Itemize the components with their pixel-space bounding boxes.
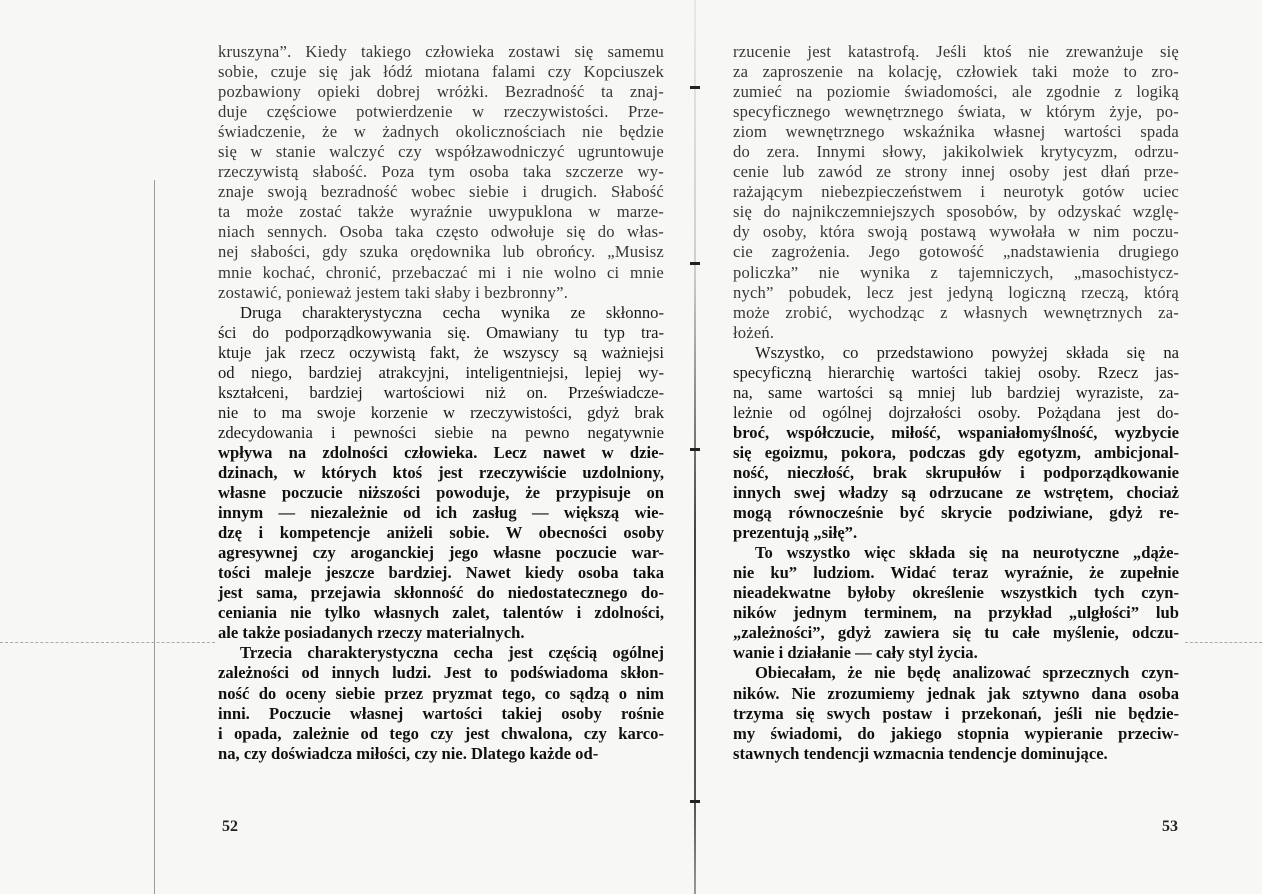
text-line: pozbawiony opieki dobrej wróżki. Bezradność ta znaj-: [218, 82, 664, 102]
text-line: To wszystko więc składa się na neurotyczne „dąże-: [755, 543, 1179, 563]
paragraph-right-2-continued: [733, 423, 1179, 543]
text-line: rzucenie jest katastrofą. Jeśli ktoś nie zrewanżuje się: [733, 42, 1179, 61]
text-line: tości maleje jeszcze bardziej. Nawet kiedy osoba taka: [218, 563, 664, 583]
text-line: sobie, czuje się jak łódź miotana falami czy Kopciuszek: [218, 62, 664, 82]
text-line: leżnie od ogólnej dojrzałości osoby. Pożądana jest do-: [733, 402, 1179, 422]
paragraph-left-3: [218, 643, 664, 763]
text-line: łożeń.: [733, 322, 775, 342]
text-line: broć, współczucie, miłość, wspaniałomyślność, wyzbycie: [733, 422, 1179, 442]
text-line: prezentują „siłę”.: [733, 523, 858, 543]
text-line: zależności od innych ludzi. Jest to podświadoma skłon-: [218, 663, 664, 683]
text-line: specyficznego wewnętrznego świata, w którym żyje, po-: [733, 102, 1179, 122]
text-line: na, same wartości są mniej lub bardziej wyraziste, za-: [733, 382, 1179, 402]
text-line: ników. Nie zrozumiemy jednak jak sztywno dana osoba: [733, 683, 1179, 703]
text-line: ziom wewnętrznego wskaźnika własnej wartości spada: [733, 122, 1179, 142]
text-line: nych” pobudek, lecz jest jedyną logiczną rzeczą, którą: [733, 282, 1179, 302]
page-number-left: 52: [222, 818, 238, 835]
text-line: Druga charakterystyczna cecha wynika ze skłonno-: [240, 302, 664, 322]
text-line: innych swej władzy są odrzucane ze wstrętem, chociaż: [733, 483, 1179, 503]
text-line: niach sennych. Osoba taka często odwołuje się do włas-: [218, 222, 664, 242]
text-line: rażającym niebezpieczeństwem i neurotyk gotów uciec: [733, 182, 1179, 202]
right-page: [733, 42, 1179, 764]
text-line: innym — niezależnie od ich zasług — większą wie-: [218, 503, 664, 523]
text-line: duje częściowe potwierdzenie w rzeczywistości. Prze-: [218, 102, 664, 122]
text-line: i opada, zależnie od tego czy jest chwalona, czy karco-: [218, 723, 664, 743]
text-line: dy osoby, która swoją postawą wywołała w nim poczu-: [733, 222, 1179, 242]
text-line: policzka” nie wynika z tajemniczych, „masochistycz-: [733, 262, 1179, 282]
text-line: do zera. Innymi słowy, jakikolwiek krytycyzm, odrzu-: [733, 142, 1179, 162]
text-line: ność, nieczłość, brak skrupułów i podporządkowanie: [733, 462, 1179, 482]
text-line: ktuje jak rzecz oczywistą fakt, że wszyscy są ważniejsi: [218, 342, 664, 362]
text-line: trzyma się swych postaw i przekonań, jeśli nie będzie-: [733, 703, 1179, 723]
text-line: własne poczucie niższości powoduje, że przypisuje on: [218, 483, 664, 503]
page-number-right: 53: [1162, 818, 1178, 835]
text-line: mnie kochać, chronić, przebaczać mi i nie wolno ci mnie: [218, 262, 664, 282]
text-line: Wszystko, co przedstawiono powyżej składa się na: [755, 342, 1179, 362]
left-page: [218, 42, 664, 764]
text-line: „zależności”, gdyż zawiera się tu całe myślenie, odczu-: [733, 623, 1179, 643]
text-line: zostawić, ponieważ jestem taki słaby i bezbronny”.: [218, 282, 569, 302]
scan-artifact-dash-right: [1185, 642, 1262, 644]
text-line: Obiecałam, że nie będę analizować sprzecznych czyn-: [755, 663, 1179, 683]
text-line: dzę i kompetencje aniżeli sobie. W obecności osoby: [218, 523, 664, 543]
text-line: kruszyna”. Kiedy takiego człowieka zostawi się samemu: [218, 42, 664, 61]
text-line: inni. Poczucie własnej wartości takiej osoby rośnie: [218, 703, 664, 723]
text-line: cenie lub zawód ze strony innej osoby jest dłań prze-: [733, 162, 1179, 182]
text-line: się w stanie walczyć czy współzawodniczyć ugruntowuje: [218, 142, 664, 162]
text-line: kształceni, bardziej wartościowi niż on. Przeświadcze-: [218, 382, 664, 402]
text-line: nie ku” ludziom. Widać teraz wyraźnie, że zupełnie: [733, 563, 1179, 583]
text-line: specyficzną hierarchię wartości takiej osoby. Rzecz jas-: [733, 362, 1179, 382]
book-gutter: [690, 0, 704, 894]
text-line: wpływa na zdolności człowieka. Lecz nawet w dzie-: [218, 442, 664, 462]
paragraph-left-2-continued: [218, 443, 664, 643]
text-line: ników jednym terminem, na przykład „ulgłości” lub: [733, 603, 1179, 623]
text-line: nie to ma swoje korzenie w rzeczywistości, gdyż brak: [218, 402, 664, 422]
text-line: stawnych tendencji wzmacnia tendencje dominujące.: [733, 743, 1108, 763]
text-line: świadczenie, że w żadnych okolicznościach nie będzie: [218, 122, 664, 142]
text-line: Trzecia charakterystyczna cecha jest częścią ogólnej: [240, 643, 664, 663]
text-line: my świadomi, do jakiego stopnia wypieranie przeciw-: [733, 723, 1179, 743]
text-line: rzeczywistą słabość. Poza tym osoba taka szczerze wy-: [218, 162, 664, 182]
left-margin-scan-line: [150, 0, 160, 894]
paragraph-right-3: [733, 543, 1179, 663]
text-line: agresywnej czy aroganckiej jego własne poczucie war-: [218, 543, 664, 563]
text-line: może zrobić, wychodząc z własnych wewnętrznych za-: [733, 302, 1179, 322]
text-line: nej słabości, gdy szuka orędownika lub obrońcy. „Musisz: [218, 242, 664, 262]
text-line: zdecydowania i pewności siebie na pewno negatywnie: [218, 422, 664, 442]
text-line: mogą równocześnie być skrycie podziwiane, gdyż re-: [733, 503, 1179, 523]
text-line: ceniania nie tylko własnych zalet, talentów i zdolności,: [218, 603, 664, 623]
text-line: cie zagrożenia. Jego gotowość „nadstawienia drugiego: [733, 242, 1179, 262]
scan-artifact-dash-left: [0, 642, 215, 644]
text-line: za zaproszenie na kolację, człowiek taki może to zro-: [733, 62, 1179, 82]
text-line: ta może zostać także wyraźnie uwypuklona w marze-: [218, 202, 664, 222]
text-line: wanie i działanie — cały styl życia.: [733, 643, 978, 663]
text-line: się egoizmu, pokora, podczas gdy egotyzm, ambicjonal-: [733, 442, 1179, 462]
text-line: znaje swoją bezradność wobec siebie i drugich. Słabość: [218, 182, 664, 202]
text-line: na, czy doświadcza miłości, czy nie. Dlatego każde od-: [218, 743, 599, 763]
paragraph-right-1: [733, 42, 1179, 343]
paragraph-right-4: [733, 663, 1179, 763]
text-line: jest sama, przejawia skłonność do niedostatecznego do-: [218, 583, 664, 603]
paragraph-left-2: [218, 303, 664, 443]
text-line: od niego, bardziej atrakcyjni, inteligentniejsi, lepiej wy-: [218, 362, 664, 382]
text-line: ność do oceny siebie przez pryzmat tego, co sądzą o nim: [218, 683, 664, 703]
text-line: się do najnikczemniejszych sposobów, by odzyskać wzglę-: [733, 202, 1179, 222]
text-line: dzinach, w których ktoś jest rzeczywiście uzdolniony,: [218, 462, 664, 482]
text-line: zumieć na poziomie świadomości, ale zgodnie z logiką: [733, 82, 1179, 102]
paragraph-right-2: [733, 343, 1179, 423]
text-line: ale także posiadanych rzeczy materialnych.: [218, 623, 525, 643]
text-line: ści do podporządkowywania się. Omawiany tu typ tra-: [218, 322, 664, 342]
text-line: nieadekwatne byłoby określenie wszystkich tych czyn-: [733, 583, 1179, 603]
paragraph-left-1: [218, 42, 664, 303]
